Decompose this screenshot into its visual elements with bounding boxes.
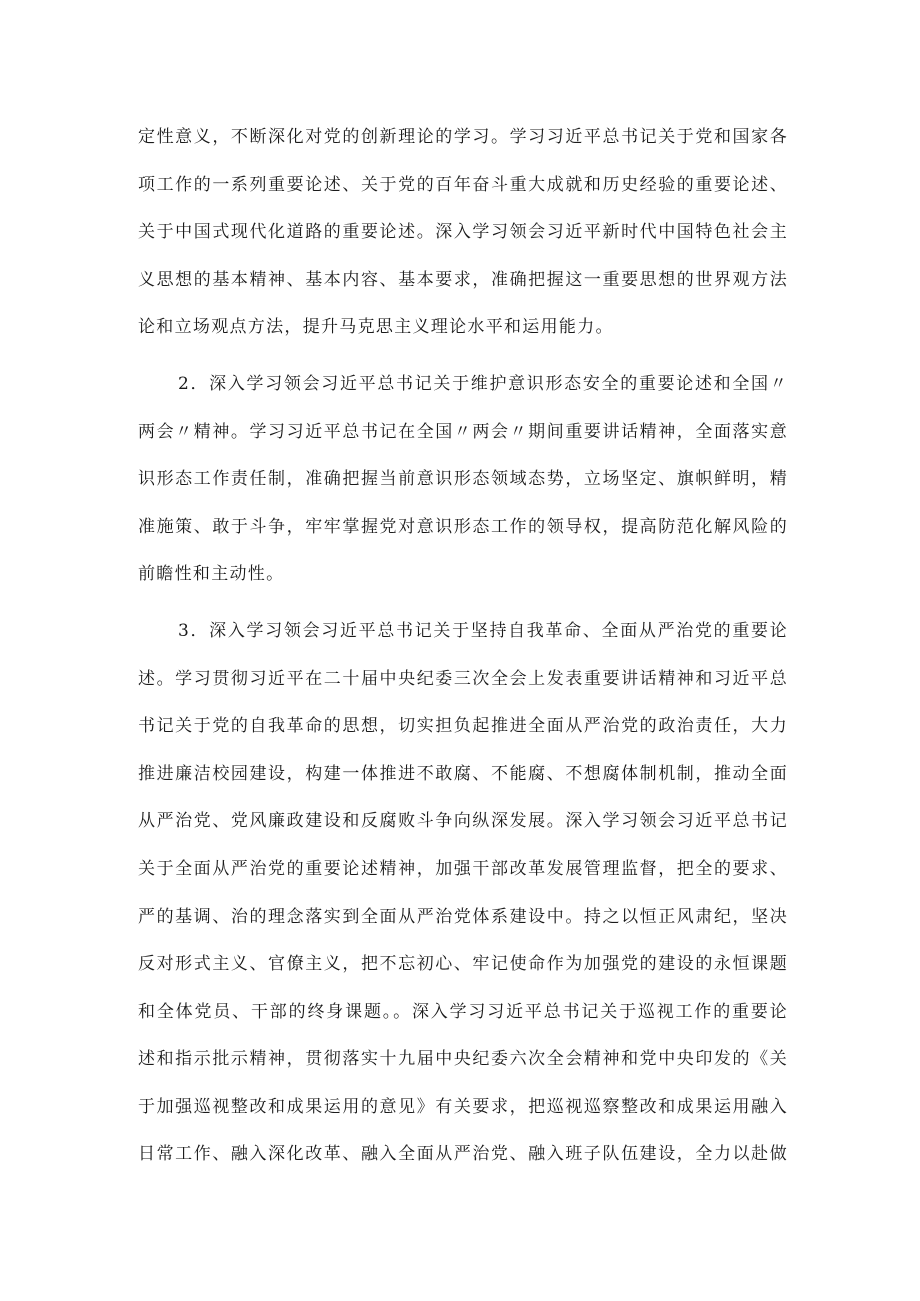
paragraph-line: 项工作的一系列重要论述、关于党的百年奋斗重大成就和历史经验的重要论述、 — [138, 174, 788, 195]
paragraph-line: 论和立场观点方法，提升马克思主义理论水平和运用能力。 — [138, 317, 614, 338]
paragraph-line: 于加强巡视整改和成果运用的意见》有关要求，把巡视巡察整改和成果运用融入 — [138, 1096, 788, 1117]
paragraph-line: 3．深入学习领会习近平总书记关于坚持自我革命、全面从严治党的重要论 — [178, 620, 788, 641]
paragraph-line: 关于全面从严治党的重要论述精神，加强干部改革发展管理监督，把全的要求、 — [138, 858, 788, 879]
paragraph-line: 反对形式主义、官僚主义，把不忘初心、牢记使命作为加强党的建设的永恒课题 — [138, 954, 788, 975]
paragraph-self-revolution — [138, 608, 788, 1179]
paragraph-line: 2．深入学习领会习近平总书记关于维护意识形态安全的重要论述和全国〃 — [178, 373, 788, 394]
paragraph-line: 关于中国式现代化道路的重要论述。深入学习领会习近平新时代中国特色社会主 — [138, 222, 788, 243]
paragraph-line: 从严治党、党风廉政建设和反腐败斗争向纵深发展。深入学习领会习近平总书记 — [138, 811, 788, 832]
paragraph-line: 书记关于党的自我革命的思想，切实担负起推进全面从严治党的政治责任，大力 — [138, 716, 788, 737]
paragraph-line: 述和指示批示精神，贯彻落实十九届中央纪委六次全会精神和党中央印发的《关 — [138, 1049, 788, 1070]
paragraph-line: 两会〃精神。学习习近平总书记在全国〃两会〃期间重要讲话精神，全面落实意 — [138, 421, 788, 442]
paragraph-line: 定性意义，不断深化对党的创新理论的学习。学习习近平总书记关于党和国家各 — [138, 127, 788, 147]
paragraph-line: 严的基调、治的理念落实到全面从严治党体系建设中。持之以恒正风肃纪，坚决 — [138, 906, 788, 927]
paragraph-line: 准施策、敢于斗争，牢牢掌握党对意识形态工作的领导权，提高防范化解风险的 — [138, 516, 788, 537]
paragraph-line: 识形态工作责任制，准确把握当前意识形态领域态势，立场坚定、旗帜鲜明，精 — [138, 469, 788, 490]
paragraph-line: 前瞻性和主动性。 — [138, 564, 285, 585]
paragraph-line: 日常工作、融入深化改革、融入全面从严治党、融入班子队伍建设，全力以赴做 — [138, 1144, 788, 1165]
paragraph-theory-study — [138, 114, 788, 352]
paragraph-line: 和全体党员、干部的终身课题。。深入学习习近平总书记关于巡视工作的重要论 — [138, 1001, 788, 1022]
paragraph-line: 推进廉洁校园建设，构建一体推进不敢腐、不能腐、不想腐体制机制，推动全面 — [138, 763, 788, 784]
paragraph-line: 义思想的基本精神、基本内容、基本要求，准确把握这一重要思想的世界观方法 — [138, 269, 788, 290]
paragraph-ideology-security — [138, 361, 788, 599]
paragraph-line: 述。学习贯彻习近平在二十届中央纪委三次全会上发表重要讲话精神和习近平总 — [138, 668, 788, 689]
document-body — [138, 114, 788, 1179]
